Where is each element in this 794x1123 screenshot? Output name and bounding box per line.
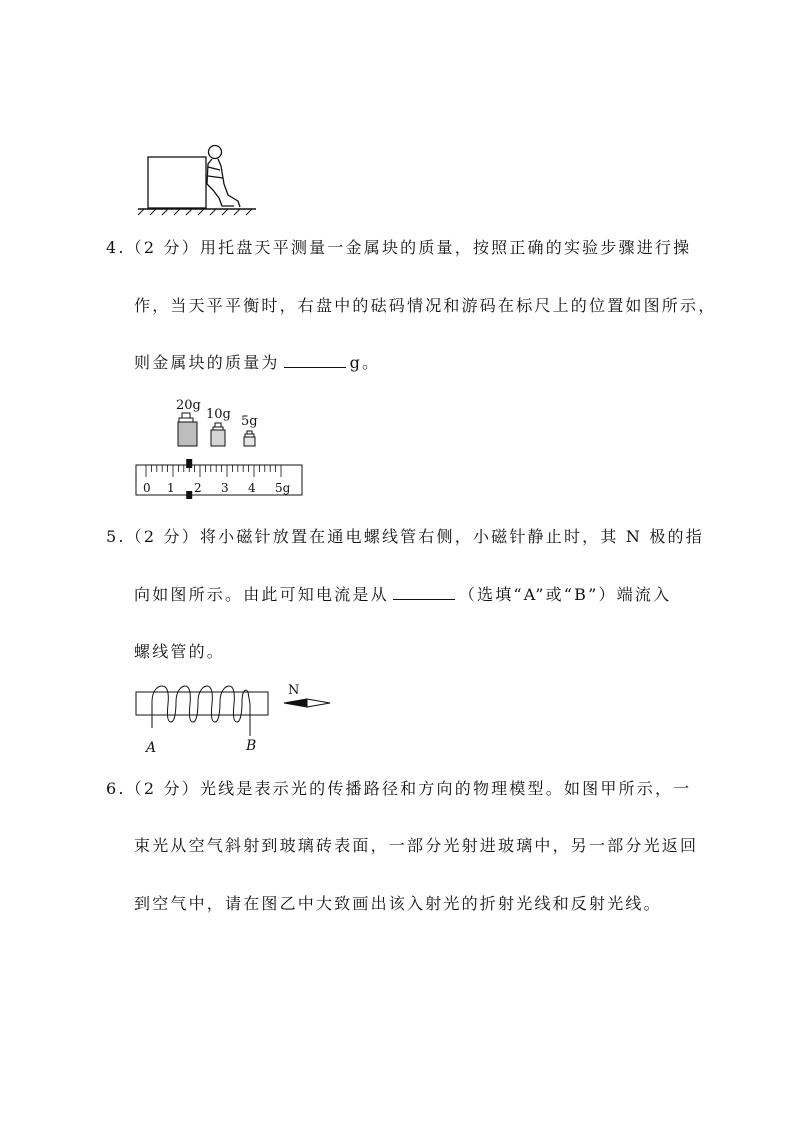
q5-answer-blank[interactable]	[393, 585, 455, 600]
q4-text-2: 作，当天平平衡时，右盘中的砝码情况和游码在标尺上的位置如图所示，	[134, 296, 717, 315]
q5-score: （2 分）	[125, 527, 200, 546]
q6-line3	[134, 894, 662, 914]
q6-score: （2 分）	[125, 779, 200, 798]
scale-label-4: 4	[248, 481, 256, 495]
scale-label-0: 0	[143, 481, 151, 495]
q4-text-1: 用托盘天平测量一金属块的质量，按照正确的实验步骤进行操	[199, 238, 692, 257]
box	[148, 157, 206, 208]
q5-text-2b: （选填“A”或“B”）端流入	[458, 585, 672, 604]
q4-line1	[106, 238, 691, 258]
terminal-a-label: A	[146, 740, 157, 756]
q4-text-3b: g。	[349, 353, 381, 372]
balance-figure	[134, 392, 306, 500]
scale-label-2: 2	[194, 481, 202, 495]
q6-number: 6.	[106, 779, 126, 798]
q6-text-3: 到空气中，请在图乙中大致画出该入射光的折射光线和反射光线。	[134, 894, 662, 913]
push-box-figure	[128, 140, 268, 216]
scale-label-3: 3	[221, 481, 229, 495]
q4-line3	[134, 353, 380, 373]
needle-n-label: N	[288, 683, 300, 698]
scale-ticks	[146, 465, 281, 477]
weight-5g-icon	[244, 431, 255, 446]
weight-label-5g: 5g	[241, 414, 258, 429]
q6-line1	[106, 779, 691, 799]
compass-needle-icon	[284, 699, 330, 707]
scale-label-1: 1	[167, 481, 175, 495]
solenoid-figure	[134, 680, 344, 758]
q6-line2	[134, 836, 698, 856]
ground-hatching	[138, 209, 252, 215]
weight-20g-icon	[178, 413, 197, 446]
scale-label-5g: 5g	[275, 481, 291, 495]
q5-line1	[106, 527, 704, 547]
person-figure	[207, 146, 240, 208]
q4-answer-blank[interactable]	[284, 353, 346, 368]
q5-line3	[134, 642, 225, 662]
q4-score: （2 分）	[125, 238, 200, 257]
q6-text-2: 束光从空气斜射到玻璃砖表面，一部分光射进玻璃中，另一部分光返回	[134, 836, 699, 855]
q4-text-3a: 则金属块的质量为	[134, 353, 280, 372]
q5-text-3: 螺线管的。	[134, 642, 226, 661]
q4-line2	[134, 296, 716, 316]
q6-text-1: 光线是表示光的传播路径和方向的物理模型。如图甲所示，一	[199, 779, 692, 798]
solenoid-coil	[152, 686, 250, 736]
weight-10g-icon	[211, 423, 225, 446]
q5-text-2a: 向如图所示。由此可知电流是从	[134, 585, 389, 604]
q5-number: 5.	[106, 527, 126, 546]
q5-text-1: 将小磁针放置在通电螺线管右侧，小磁针静止时，其 N 极的指	[199, 527, 704, 546]
weight-label-20g: 20g	[176, 398, 201, 413]
rider-marker	[186, 459, 192, 499]
weight-label-10g: 10g	[206, 407, 231, 422]
q4-number: 4.	[106, 238, 126, 257]
terminal-b-label: B	[246, 738, 257, 754]
q5-line2	[134, 585, 671, 605]
